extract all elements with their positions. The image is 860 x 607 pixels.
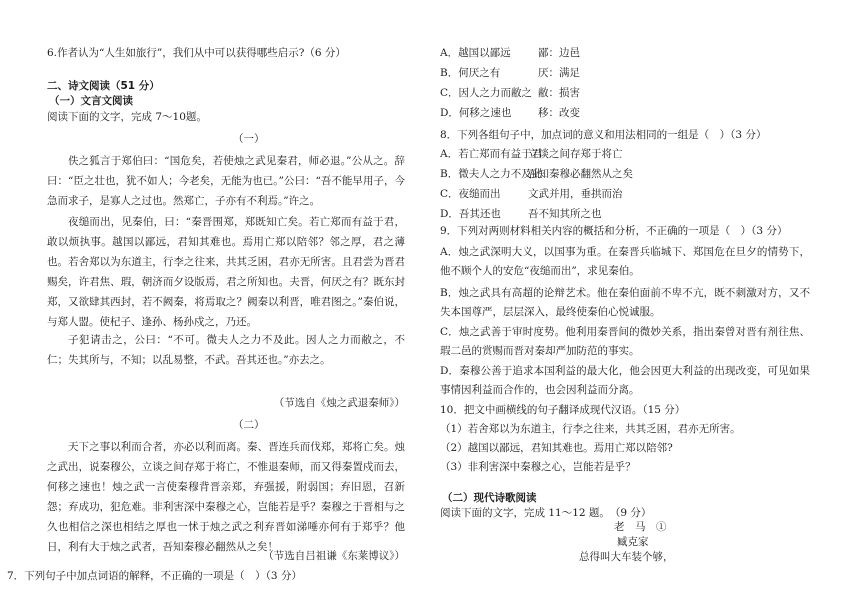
option-gloss: 吾知秦穆必翻然从之矣 xyxy=(528,168,633,180)
question-9-option-c: C．烛之武善于审时度势。他利用秦晋间的微妙关系，指出秦曾对晋有剂往焦、瑕二邑的赏赐而晋对秦却严加防范的事实。 xyxy=(440,326,810,357)
option-letter: A． xyxy=(440,47,459,59)
question-8-option-d xyxy=(440,207,602,223)
poem-title: 老 马 ① xyxy=(614,521,667,533)
passage-2-source: （节选自吕祖谦《东莱博议》） xyxy=(263,550,405,562)
question-7-option-a xyxy=(440,46,580,62)
question-9-option-d: D．秦穆公善于追求本国利益的最大化，他会因更大利益的出现改变，可见如果事情因利益而合作的，也会因利益而分离。 xyxy=(440,365,810,396)
question-6: 6.作者认为“人生如旅行”，我们从中可以获得哪些启示?（6 分） xyxy=(47,47,346,59)
question-9-option-a: A．烛之武深明大义，以国事为重。在秦晋兵临城下、郑国危在旦夕的情势下，他不顾个人的安危“夜缒而出”，求见秦伯。 xyxy=(440,246,810,277)
passage-1-paragraph-1: 佚之狐言于郑伯曰：“国危矣，若使烛之武见秦君，师必退。”公从之。辞曰：“臣之壮也，犹不如人；今老矣，无能为也已。”公曰：“吾不能早用子，今急而求子，是寡人之过也。然郑亡，子亦有不利焉。”许之。 xyxy=(47,155,405,207)
option-gloss: 厌：满足 xyxy=(538,67,580,79)
option-letter: C． xyxy=(440,87,459,99)
passage-1-paragraph-3: 子犯请击之，公曰：“不可。微夫人之力不及此。因人之力而敝之，不仁；失其所与，不知；以乱易整，不武。吾其还也。”亦去之。 xyxy=(47,334,405,366)
question-9-option-b: B．烛之武具有高超的论辩艺术。他在秦伯面前不卑不亢，既不刺激对方，又不失本国尊严，层层深入，最终使秦伯心悦诚服。 xyxy=(440,287,810,318)
question-7-option-c xyxy=(440,86,580,102)
option-gloss: 吾不知其所之也 xyxy=(528,208,602,220)
option-gloss: 立谈之间存郑于将亡 xyxy=(528,148,623,160)
option-gloss: 敝：损害 xyxy=(538,87,580,99)
option-letter: D． xyxy=(440,208,459,220)
question-10-item-2: （2）越国以鄙远，君知其难也。焉用亡郑以陪邻? xyxy=(440,442,673,454)
subsection-heading-modern-poetry: （二）现代诗歌阅读 xyxy=(442,492,537,504)
passage-2-paragraph: 天下之事以利而合者，亦必以利而离。秦、晋连兵而伐郑，郑将亡矣。烛之武出，说秦穆公，立谈之间存郑于将亡，不惟退秦师，而又得秦置戍而去，何移之速也！烛之武一言使秦穆背晋亲郑，弃强援，附弱国；弃旧恩，召新怨；弃成功，犯危难。非利害深中秦穆之心，岂能若是乎？秦穆之于晋相与之久也相信之深也相结之厚也一怵于烛之武之利弃晋如涕唾亦何有于郑乎？他日，利有大于烛之武者，吾知秦穆必翻然从之矣！ xyxy=(47,441,405,553)
poem-author: 臧克家 xyxy=(617,536,649,548)
passage-2-marker: （二） xyxy=(233,419,265,431)
subsection-heading-classical: （一）文言文阅读 xyxy=(49,95,133,107)
reading-instruction: 阅读下面的文字，完成 7～10题。 xyxy=(47,111,207,123)
option-letter: C． xyxy=(440,188,459,200)
option-sentence: 夜缒而出 xyxy=(458,188,501,200)
question-7: 7．下列句子中加点词语的解释，不正确的一项是（ ）（3 分） xyxy=(7,570,302,582)
question-10-item-3: （3）非利害深中秦穆之心，岂能若是乎？ xyxy=(440,461,636,473)
option-letter: D． xyxy=(440,107,459,119)
option-letter: B． xyxy=(440,168,459,180)
option-sentence: 何移之速也 xyxy=(458,107,512,119)
option-gloss: 鄙：边邑 xyxy=(538,47,580,59)
reading-instruction-2: 阅读下面的文字，完成 11～12 题。 （9 分） xyxy=(440,507,652,519)
question-9: 9．下列对两则材料相关内容的概括和分析，不正确的一项是（ ）（3 分） xyxy=(440,225,788,237)
poem-line-1: 总得叫大车装个够， xyxy=(579,551,674,563)
option-sentence: 吾其还也 xyxy=(458,208,501,220)
question-10: 10．把文中画横线的句子翻译成现代汉语。（15 分） xyxy=(440,404,686,416)
option-sentence: 越国以鄙远 xyxy=(458,47,511,59)
question-8: 8．下列各组句子中，加点词的意义和用法相同的一组是（ ）（3 分） xyxy=(440,129,767,141)
option-gloss: 移：改变 xyxy=(538,107,580,119)
passage-1-marker: （一） xyxy=(233,133,265,145)
passage-1-paragraph-2: 夜缒而出，见秦伯，曰：“秦晋围郑，郑既知亡矣。若亡郑而有益于君，敢以烦执事。越国以鄙远，君知其难也。焉用亡郑以陪邻？邻之厚，君之薄也。若舍郑以为东道主，行李之往来，共其乏困，君亦无所害。且君尝为晋君赐矣，许君焦、瑕，朝济而夕设版焉，君之所知也。夫晋，何厌之有？既东封郑，又欲肆其西封，若不阙秦，将焉取之？阙秦以利晋，唯君图之。”秦伯说，与郑人盟。使杞子、逢孙、杨孙戍之，乃还。 xyxy=(47,216,405,328)
question-7-option-b xyxy=(440,66,580,82)
section-heading-poetry-prose: 二、诗文阅读（51 分） xyxy=(47,80,160,92)
question-8-option-a xyxy=(440,147,623,163)
passage-1-source: （节选自《烛之武退秦师》） xyxy=(273,397,405,409)
question-8-option-c xyxy=(440,187,623,203)
question-7-option-d xyxy=(440,106,580,122)
option-letter: A． xyxy=(440,148,459,160)
option-letter: B． xyxy=(440,67,459,79)
question-10-item-1: （1）若舍郑以为东道主，行李之往来，共其乏困，君亦无所害。 xyxy=(440,423,741,435)
option-sentence: 何厌之有 xyxy=(458,67,501,79)
question-8-option-b xyxy=(440,167,633,183)
option-sentence: 若亡郑而有益于君 xyxy=(458,148,543,160)
option-sentence: 微夫人之力不及此 xyxy=(458,168,543,180)
option-sentence: 因人之力而敝之 xyxy=(458,87,533,99)
option-gloss: 文武并用，垂拱而治 xyxy=(528,188,623,200)
